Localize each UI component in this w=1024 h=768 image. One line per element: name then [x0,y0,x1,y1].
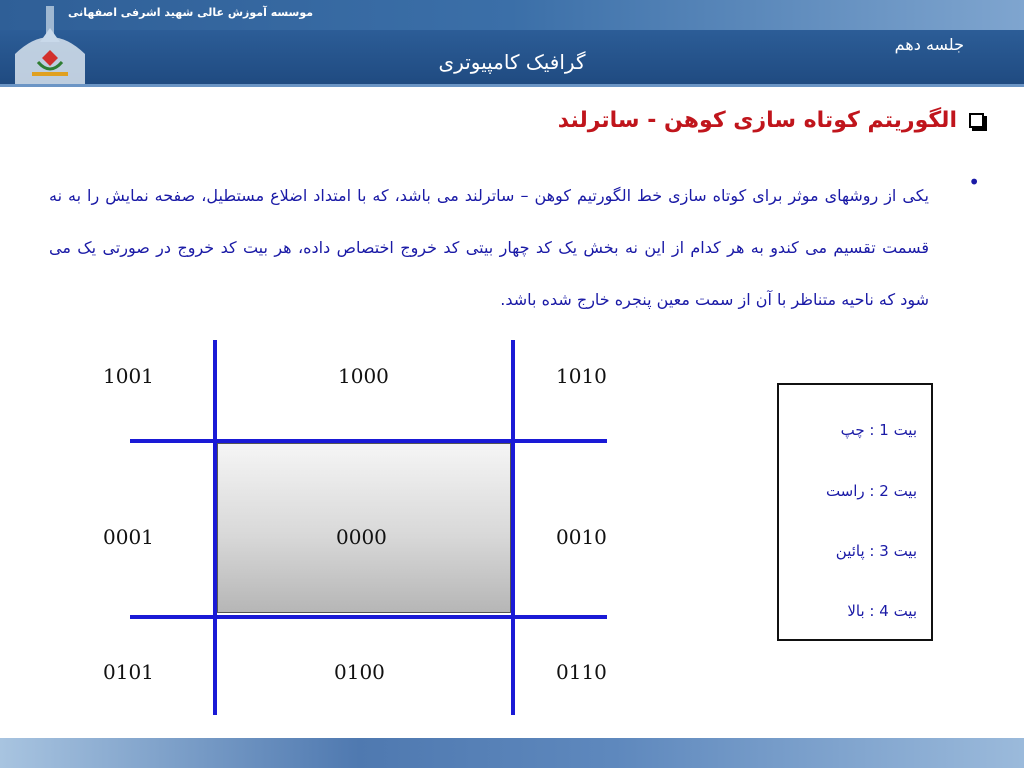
legend-item-bit3: بیت 3 : پائین [835,542,917,560]
region-code-bottom-right: 0110 [556,660,607,684]
region-code-top-center: 1000 [338,364,389,388]
region-code-middle-center: 0000 [336,525,387,549]
region-code-middle-left: 0001 [103,525,154,549]
legend-item-bit1: بیت 1 : چپ [840,421,917,439]
region-code-top-right: 1010 [556,364,607,388]
description-paragraph: یکی از روشهای موثر برای کوتاه سازی خط الگورتیم کوهن – ساترلند می باشد، که با امتداد اضلاع مستطیل، صفحه نمایش را به نه قسمت تقسیم می کندو به هر کدام از این نه بخش یک کد چهار بیتی کد خروج اختصاص داده، هر بیت کد خروج در صورتی یک می شود که ناحیه متناظر با آن از سمت معین پنجره خارج شده باشد. [49,186,929,309]
course-title: گرافیک کامپیوتری [438,50,586,74]
region-code-top-left: 1001 [103,364,154,388]
session-label: جلسه دهم [894,35,964,54]
region-code-bottom-left: 0101 [103,660,154,684]
bullet-icon: • [968,170,980,194]
region-code-bottom-center: 0100 [334,660,385,684]
footer-bar [0,738,1024,768]
bit-legend-box [777,383,933,641]
legend-item-bit2: بیت 2 : راست [825,482,917,500]
institute-name: موسسه آموزش عالی شهید اشرفی اصفهانی [68,6,314,19]
region-code-middle-right: 0010 [556,525,607,549]
slide-title: الگوریتم کوتاه سازی کوهن - ساترلند [557,108,957,133]
legend-item-bit4: بیت 4 : بالا [847,602,917,620]
